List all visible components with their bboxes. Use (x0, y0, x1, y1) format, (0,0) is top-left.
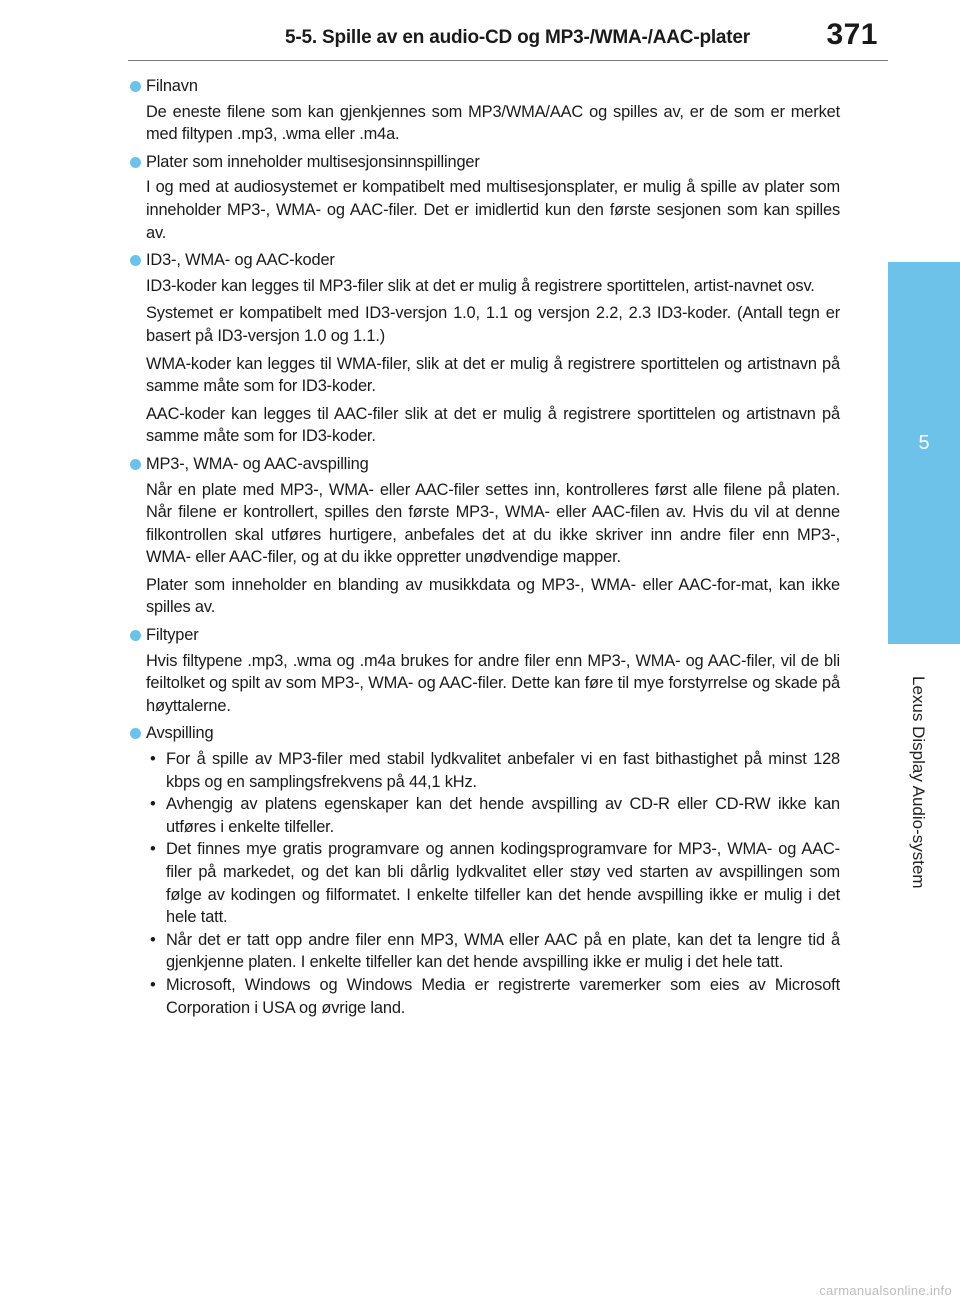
section (130, 151, 840, 244)
section (130, 722, 840, 1019)
list-item-text: Avhengig av platens egenskaper kan det hende avspilling av CD-R eller CD-RW ikke kan utføres i enkelte tilfeller. (166, 795, 840, 836)
chapter-title: Lexus Display Audio-system (909, 676, 928, 889)
list-item-text: Når det er tatt opp andre filer enn MP3, WMA eller AAC på en plate, kan det ta lengre tid å gjenkjenne platen. I enkelte tilfeller kan det hende avspilling ikke er mulig i det hele tatt. (166, 930, 840, 972)
section-heading (130, 249, 840, 272)
bullet-circle-icon (130, 459, 141, 470)
list-item (146, 929, 840, 974)
paragraph: Plater som inneholder en blanding av musikkdata og MP3-, WMA- eller AAC-for-mat, kan ikke spilles av. (146, 575, 840, 617)
chapter-number: 5 (918, 432, 930, 454)
paragraph: Når en plate med MP3-, WMA- eller AAC-filer settes inn, kontrolleres først alle filene på platen. Når filene er kontrollert, spilles den første MP3-, WMA- eller AAC-filen av. Hvis du vil at denne filkontrollen skal utføres hurtigere, anbefales det at du ikke skriver inn andre filer enn MP3-, WMA- eller AAC-filer, og at du ikke oppretter unødvendige mapper. (146, 480, 840, 567)
paragraph: De eneste filene som kan gjenkjennes som MP3/WMA/AAC og spilles av, er de som er merket med filtypen .mp3, .wma eller .m4a. (146, 102, 840, 144)
list-item-text: For å spille av MP3-filer med stabil lydkvalitet anbefaler vi en fast bithastighet på minst 128 kbps og en samplingsfrekvens på 44,1 kHz. (166, 750, 840, 791)
section-heading-text: Avspilling (146, 724, 214, 743)
section (130, 75, 840, 146)
section-heading-text: ID3-, WMA- og AAC-koder (146, 251, 335, 270)
section-heading (130, 624, 840, 647)
list-item (146, 974, 840, 1019)
section (130, 249, 840, 448)
section-heading (130, 722, 840, 745)
section-heading (130, 453, 840, 476)
list-marker: • (150, 840, 156, 859)
list-item (146, 838, 840, 928)
section-title: 5-5. Spille av en audio-CD og MP3-/WMA-/AAC-plater (284, 27, 750, 48)
page-body (130, 75, 840, 1019)
paragraph: ID3-koder kan legges til MP3-filer slik at det er mulig å registrere sportittelen, artist-navnet osv. (146, 276, 815, 295)
list-marker: • (150, 795, 156, 814)
list-item (146, 793, 840, 838)
list-item-text: Det finnes mye gratis programvare og annen kodingsprogramvare for MP3-, WMA- og AAC-filer på markedet, og det kan bli dårlig lydkvalitet eller støy ved starten av avspillingen som følge av kodingen og filformatet. I enkelte tilfeller kan det hende avspilling ikke er mulig i det hele tatt. (166, 840, 840, 927)
section-heading-text: Filnavn (146, 77, 198, 95)
paragraph: Hvis filtypene .mp3, .wma og .m4a brukes for andre filer enn MP3-, WMA- og AAC-filer, vil de bli feiltolket og spilt av som MP3-, WMA- og AAC-filer. Dette kan føre til mye forstyrrelse og skade på høyttalerne. (146, 651, 840, 715)
watermark: carmanualsonline.info (819, 1283, 952, 1298)
list-marker: • (150, 750, 156, 769)
bullet-circle-icon (130, 157, 141, 168)
paragraph: WMA-koder kan legges til WMA-filer, slik at det er mulig å registrere sportittelen og artistnavn på samme måte som for ID3-koder. (146, 354, 840, 396)
section (130, 624, 840, 717)
bullet-circle-icon (130, 630, 141, 641)
section-heading (130, 151, 840, 174)
paragraph: Systemet er kompatibelt med ID3-versjon 1.0, 1.1 og versjon 2.2, 2.3 ID3-koder. (Antall tegn er basert på ID3-versjon 1.0 og 1.1.) (146, 304, 840, 345)
page-header (0, 0, 960, 62)
section-heading-text: Plater som inneholder multisesjonsinnspillinger (146, 152, 480, 171)
section-heading-text: MP3-, WMA- og AAC-avspilling (146, 454, 369, 473)
section-heading-text: Filtyper (146, 626, 199, 645)
header-divider (128, 60, 888, 61)
chapter-title-vertical (908, 676, 928, 916)
list-item-text: Microsoft, Windows og Windows Media er registrerte varemerker som eies av Microsoft Corporation i USA og øvrige land. (166, 975, 840, 1017)
paragraph: I og med at audiosystemet er kompatibelt med multisesjonsplater, er mulig å spille av plater som inneholder MP3-, WMA- og AAC-filer. Det er imidlertid kun den første sesjonen som kan spilles av. (146, 178, 840, 242)
bullet-list (146, 748, 840, 1019)
bullet-circle-icon (130, 81, 141, 92)
chapter-tab (888, 262, 960, 644)
section (130, 453, 840, 619)
bullet-circle-icon (130, 728, 141, 739)
bullet-circle-icon (130, 255, 141, 266)
section-heading (130, 75, 840, 98)
list-marker: • (150, 975, 156, 994)
page-number: 371 (826, 18, 878, 51)
list-item (146, 748, 840, 793)
list-marker: • (150, 930, 156, 949)
paragraph: AAC-koder kan legges til AAC-filer slik at det er mulig å registrere sportittelen og artistnavn på samme måte som for ID3-koder. (146, 404, 840, 446)
